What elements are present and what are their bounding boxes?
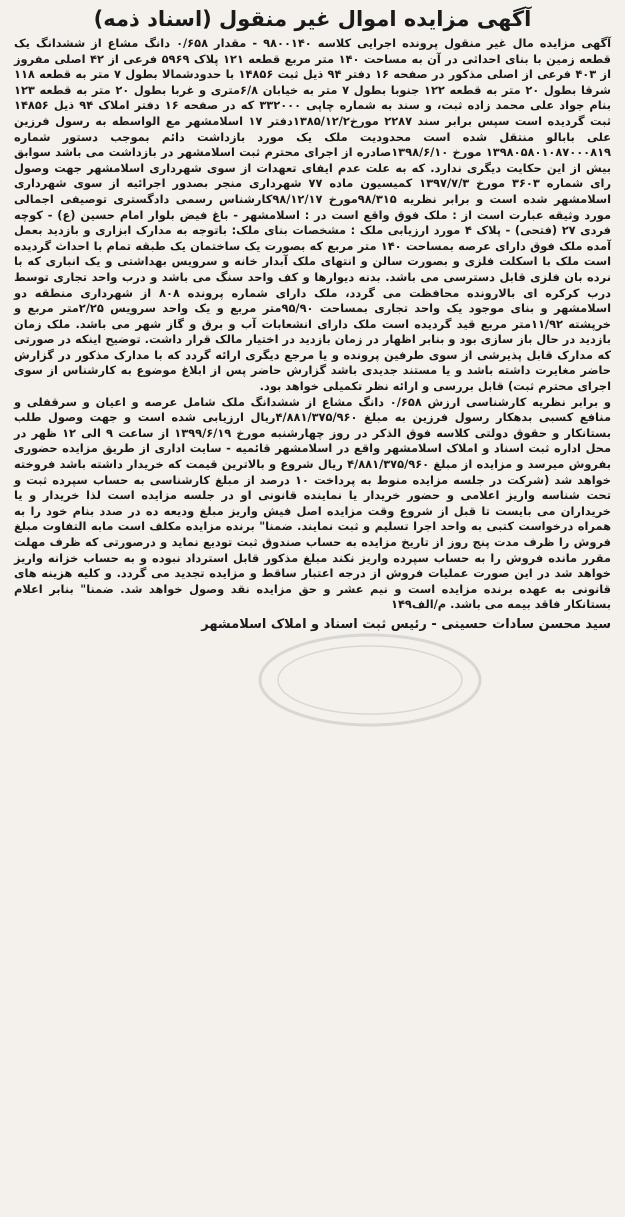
notice-paragraph-2: و برابر نظریه کارشناسی ارزش ۰/۶۵۸ دانگ مشاع از ششدانگ ملک شامل عرصه و اعیان و سرقفلی و منافع کسبی بدهکار رسول فرزین به مبلغ ۴/۸۸۱/۳۷۵/۹۶۰ریال ارزیابی شده است و جهت وصول طلب بستانکار و حقوق دولتی کلاسه فوق الذکر در روز چهارشنبه مورخ ۱۳۹۹/۶/۱۹ از ساعت ۹ الی ۱۲ ظهر در محل اداره ثبت اسناد و املاک اسلامشهر واقع در اسلامشهر قائمیه - سایت اداری از طریق مزایده حضوری بفروش میرسد و مزایده از مبلغ ۴/۸۸۱/۳۷۵/۹۶۰ ریال شروع و بالاترین قیمت که خریدار داشته باشد فروخته خواهد شد (شرکت در جلسه مزایده منوط به پرداخت ۱۰ درصد از مبلغ کارشناسی به حساب سپرده ثبت و تحت شناسه واریز اعلامی و حضور خریدار یا نماینده قانونی او در جلسه مزایده است لذا خریدار و یا خریداران می بایست تا قبل از شروع وقت مزایده اصل فیش واریز مبلغ ودیعه ده در صدد بنام خود را به همراه درخواست کتبی به واحد اجرا تسلیم و ثبت نمایند. ضمنا" برنده مزایده مکلف است مابه التفاوت مبلغ فروش را ظرف مدت پنج روز از تاریخ مزایده به حساب صندوق ثبت تودیع نماید و درصورتی که ظرف مهلت مقرر مانده فروش را به حساب سپرده واریز نکند مبلغ مذکور قابل استرداد نبوده و به حساب خزانه واریز خواهد شد در این صورت عملیات فروش از درجه اعتبار ساقط و مزایده تجدید می گردد. و کلیه هزینه های قانونی به عهده برنده مزایده است و نیم عشر و حق مزایده نقد وصول خواهد شد. ضمنا" بنابر اعلام بستانکار فاقد بیمه می باشد. م/الف۱۴۹: [14, 394, 612, 612]
faint-stamp-watermark-icon: [250, 625, 490, 735]
notice-title: آگهی مزایده اموال غیر منقول (اسناد ذمه): [93, 7, 532, 31]
signature-line: سید محسن سادات حسینی - رئیس ثبت اسناد و املاک اسلامشهر: [201, 616, 611, 632]
notice-paragraph-1: آگهی مزایده مال غیر منقول پرونده اجرایی کلاسه ۹۸۰۰۱۴۰ - مقدار ۰/۶۵۸ دانگ مشاع از ششدانگ یک قطعه زمین با بنای احداثی در آن به مساحت ۱۴۰ متر مربع قطعه ۱۲۱ پلاک ۵۹۶۹ فرعی از ۴۲ اصلی مفروز از ۴۰۳ فرعی از اصلی مذکور در صفحه ۱۶ دفتر ۹۴ ذیل ثبت ۱۴۸۵۶ با حدودشمالا بطول ۷ متر به قطعه ۱۱۸ شرقا بطول ۲۰ متر به قطعه ۱۲۲ جنوبا بطول ۷ متر به خیابان ۶/۸متری و غربا بطول ۲۰ متر به قطعه ۱۲۳ بنام جواد علی محمد زاده ثبت، و سند به شماره چاپی ۳۳۲۰۰۰ که در صفحه ۱۶ دفتر املاک ۹۴ ذیل ۱۴۸۵۶ ثبت گردیده است سپس برابر سند ۲۲۸۷ مورخ۱۳۸۵/۱۲/۲دفتر ۱۷ اسلامشهر مع الواسطه به رسول فرزین علی بابالو منتقل شده است محدودیت ملک یک مورد بازداشت دائم بموجب دستور شماره ۱۳۹۸۰۵۸۰۱۰۸۷۰۰۰۸۱۹ مورخ ۱۳۹۸/۶/۱۰صادره از اجرای محترم ثبت اسلامشهر در بازداشت می باشد سوابق بیش از این حکایت دیگری ندارد. که به علت عدم ایفای تعهدات از سوی شهرداری اسلامشهر جهت وصول رای شماره ۳۶۰۳ مورخ ۱۳۹۷/۷/۳ کمیسیون ماده ۷۷ شهرداری منجر بصدور اجرائیه از سوی شهرداری اسلامشهر شده است و برابر نظریه ۹۸/۳۱۵مورخ ۹۸/۱۲/۱۷کارشناس رسمی دادگستری توصیفی اجمالی مورد وثیقه عبارت است از : ملک فوق واقع است در : اسلامشهر - باغ فیض بلوار امام حسین (ع) - کوچه فردی ۲۷ (فتحی) - پلاک ۴ مورد ارزیابی ملک : مشخصات بنای ملک: باتوجه به مدارک ابزاری و بازدید بعمل آمده ملک فوق دارای عرصه بمساحت ۱۴۰ متر مربع که بصورت یک ساختمان یک طبقه تمام با احداث گردیده است ملک با اسکلت فلزی و بصورت سالن و انتهای ملک آبدار خانه و سرویس بهداشتی و یک انباری که با نرده بان فلزی قابل دسترسی می باشد. بدنه دیوارها و کف واحد سنگ می باشد و درب واحد تجاری توسط درب کرکره ای بالارونده محافظت می گردد، ملک دارای شماره پرونده ۸۰۸ از شهرداری منطقه دو اسلامشهر و بنای موجود یک واحد تجاری بمساحت ۹۵/۹۰متر مربع و یک واحد سرویس ۲/۲۵متر مربع و خرپشته ۱۱/۹۲متر مربع قید گردیده است ملک دارای انشعابات آب و برق و گاز شهر می باشد. ملک زمان بازدید در حال باز سازی بود و بنابر اظهار در زمان بازدید در اختیار مالک قرار داشت. توضیح اینکه در صورتی که مدارک قابل پذیرشی از سوی طرفین پرونده و یا مرجع دیگری ارائه گردد که با مدارک مذکور در گزارش حاضر مغایرت داشته باشد و یا مستند جدیدی باشد گزارش حاضر پس از ابلاغ موضوع به کارشناس از سوی اجرای محترم ثبت) قابل بررسی و ارائه نظر تکمیلی خواهد بود.: [14, 36, 612, 394]
notice-body: [14, 36, 611, 613]
